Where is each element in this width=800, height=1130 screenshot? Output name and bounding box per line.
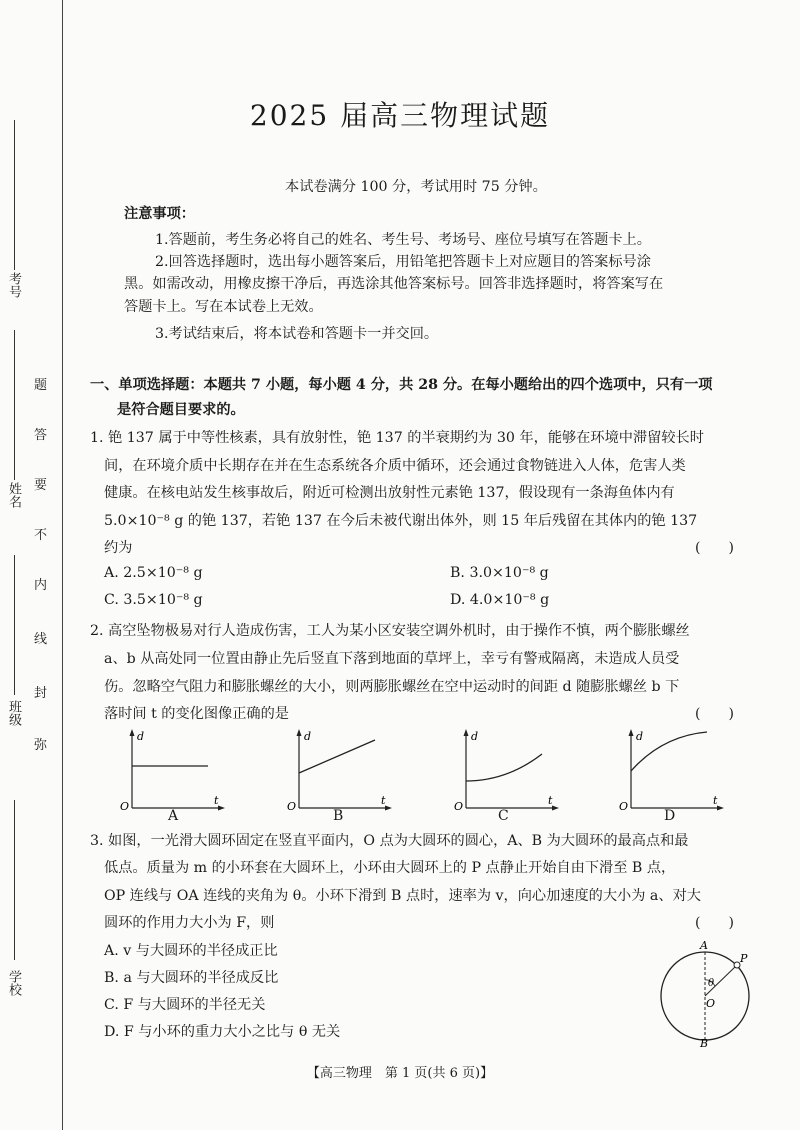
notice-line: 3.考试结束后，将本试卷和答题卡一并交回。: [155, 326, 439, 342]
xuexiao-underline: [14, 800, 15, 960]
q3-text: 低点。质量为 m 的小环套在大圆环上，小环由大圆环上的 P 点静止开始自由下滑至 B 点，: [104, 860, 676, 876]
graph-c: [452, 726, 562, 818]
xingming-underline: [14, 330, 15, 480]
seal-char: 不: [34, 528, 48, 543]
seal-char: 题: [34, 378, 48, 393]
graph-b-y-label: d: [304, 730, 312, 743]
banji-underline: [14, 555, 15, 695]
q3-text: 圆环的作用力大小为 F，则: [104, 915, 275, 931]
q1-text: 1. 铯 137 属于中等性核素，具有放射性，铯 137 的半衰期约为 30 年，能够在环境中滞留较长时: [90, 430, 704, 446]
q2-answer-paren: ( ): [695, 706, 734, 722]
xuexiao-label: 学校: [6, 970, 21, 996]
seal-char: 答: [34, 428, 48, 443]
q1-option-a: A. 2.5×10⁻⁸ g: [104, 565, 203, 581]
binding-margin-line: [62, 0, 63, 1130]
xingming-label: 姓名: [6, 482, 21, 508]
q3-option-c: C. F 与大圆环的半径无关: [104, 997, 266, 1013]
q2-text: 落时间 t 的变化图像正确的是: [104, 706, 289, 722]
kaohao-label: 考号: [6, 272, 21, 298]
q3-text: OP 连线与 OA 连线的夹角为 θ。小环下滑到 B 点时，速率为 v，向心加速度的大小为 a、对大: [104, 888, 701, 904]
q3-text: 3. 如图，一光滑大圆环固定在竖直平面内，O 点为大圆环的圆心，A、B 为大圆环的最高点和最: [90, 833, 689, 849]
label-o: O: [706, 997, 716, 1010]
graph-c-y-label: d: [471, 730, 479, 743]
q2-text: a、b 从高处同一位置由静止先后竖直下落到地面的草坪上，幸亏有警戒隔离，未造成人员受: [104, 651, 680, 667]
q3-option-d: D. F 与小环的重力大小之比与 θ 无关: [104, 1024, 341, 1040]
graph-a-x-label: t: [214, 794, 219, 807]
graph-d-y-label: d: [636, 730, 644, 743]
graph-d-origin: O: [619, 800, 629, 813]
section-heading-cont: 是符合题目要求的。: [117, 402, 245, 418]
notice-heading: 注意事项：: [124, 206, 195, 222]
q1-option-d: D. 4.0×10⁻⁸ g: [450, 592, 550, 608]
notice-line: 1.答题前，考生务必将自己的姓名、考生号、考场号、座位号填写在答题卡上。: [155, 232, 651, 248]
exam-subtitle: 本试卷满分 100 分，考试用时 75 分钟。: [285, 179, 547, 195]
q3-option-a: A. v 与大圆环的半径成正比: [104, 943, 278, 959]
notice-line: 黑。如需改动，用橡皮擦干净后，再选涂其他答案标号。回答非选择题时，将答案写在: [124, 276, 664, 292]
graph-d-letter: D: [664, 808, 676, 824]
label-p: P: [740, 952, 748, 965]
q2-text: 伤。忽略空气阻力和膨胀螺丝的大小，则两膨胀螺丝在空中运动时的间距 d 随膨胀螺丝 b 下: [104, 679, 680, 695]
q1-option-b: B. 3.0×10⁻⁸ g: [450, 565, 549, 581]
ring-diagram: [648, 935, 768, 1047]
graph-d-x-label: t: [713, 794, 718, 807]
q3-option-b: B. a 与大圆环的半径成反比: [104, 970, 279, 986]
seal-char: 弥: [34, 738, 48, 753]
notice-line: 答题卡上。写在本试卷上无效。: [124, 299, 323, 315]
banji-label: 班级: [6, 700, 21, 726]
graph-c-letter: C: [498, 808, 509, 824]
section-heading: 一、单项选择题：本题共 7 小题，每小题 4 分，共 28 分。在每小题给出的四个选项中，只有一项: [90, 377, 713, 393]
graph-a-y-label: d: [137, 730, 145, 743]
q1-text: 间，在环境介质中长期存在并在生态系统各介质中循环，还会通过食物链进入人体，危害人类: [104, 458, 686, 474]
q1-text: 5.0×10⁻⁸ g 的铯 137，若铯 137 在今后未被代谢出体外，则 15 年后残留在其体内的铯 137: [104, 513, 698, 529]
kaohao-underline: [14, 120, 15, 270]
exam-title: 2025 届高三物理试题: [249, 99, 551, 132]
graph-c-origin: O: [454, 800, 464, 813]
seal-char: 封: [34, 686, 48, 701]
q1-text: 健康。在核电站发生核事故后，附近可检测出放射性元素铯 137，假设现有一条海鱼体内有: [104, 485, 675, 501]
q3-answer-paren: ( ): [695, 915, 734, 931]
graph-b-x-label: t: [381, 794, 386, 807]
graph-b-origin: O: [287, 800, 297, 813]
q1-text: 约为: [104, 540, 133, 556]
graph-a: [118, 726, 228, 818]
graph-b: [285, 726, 395, 818]
seal-char: 线: [34, 632, 48, 647]
notice-line: 2.回答选择题时，选出每小题答案后，用铅笔把答题卡上对应题目的答案标号涂: [155, 254, 651, 270]
label-theta: θ: [708, 978, 715, 989]
graph-a-origin: O: [120, 800, 130, 813]
q1-option-c: C. 3.5×10⁻⁸ g: [104, 592, 203, 608]
graph-c-x-label: t: [548, 794, 553, 807]
q2-text: 2. 高空坠物极易对行人造成伤害，工人为某小区安装空调外机时，由于操作不慎，两个膨胀螺丝: [90, 623, 690, 639]
page-footer: 【高三物理 第 1 页(共 6 页)】: [306, 1066, 494, 1081]
label-a: A: [700, 939, 708, 952]
graph-b-letter: B: [333, 808, 344, 824]
seal-char: 内: [34, 578, 48, 593]
graph-d: [617, 726, 727, 818]
q1-answer-paren: ( ): [695, 540, 734, 556]
seal-char: 要: [34, 478, 48, 493]
label-b: B: [700, 1037, 709, 1047]
graph-a-letter: A: [168, 808, 179, 824]
